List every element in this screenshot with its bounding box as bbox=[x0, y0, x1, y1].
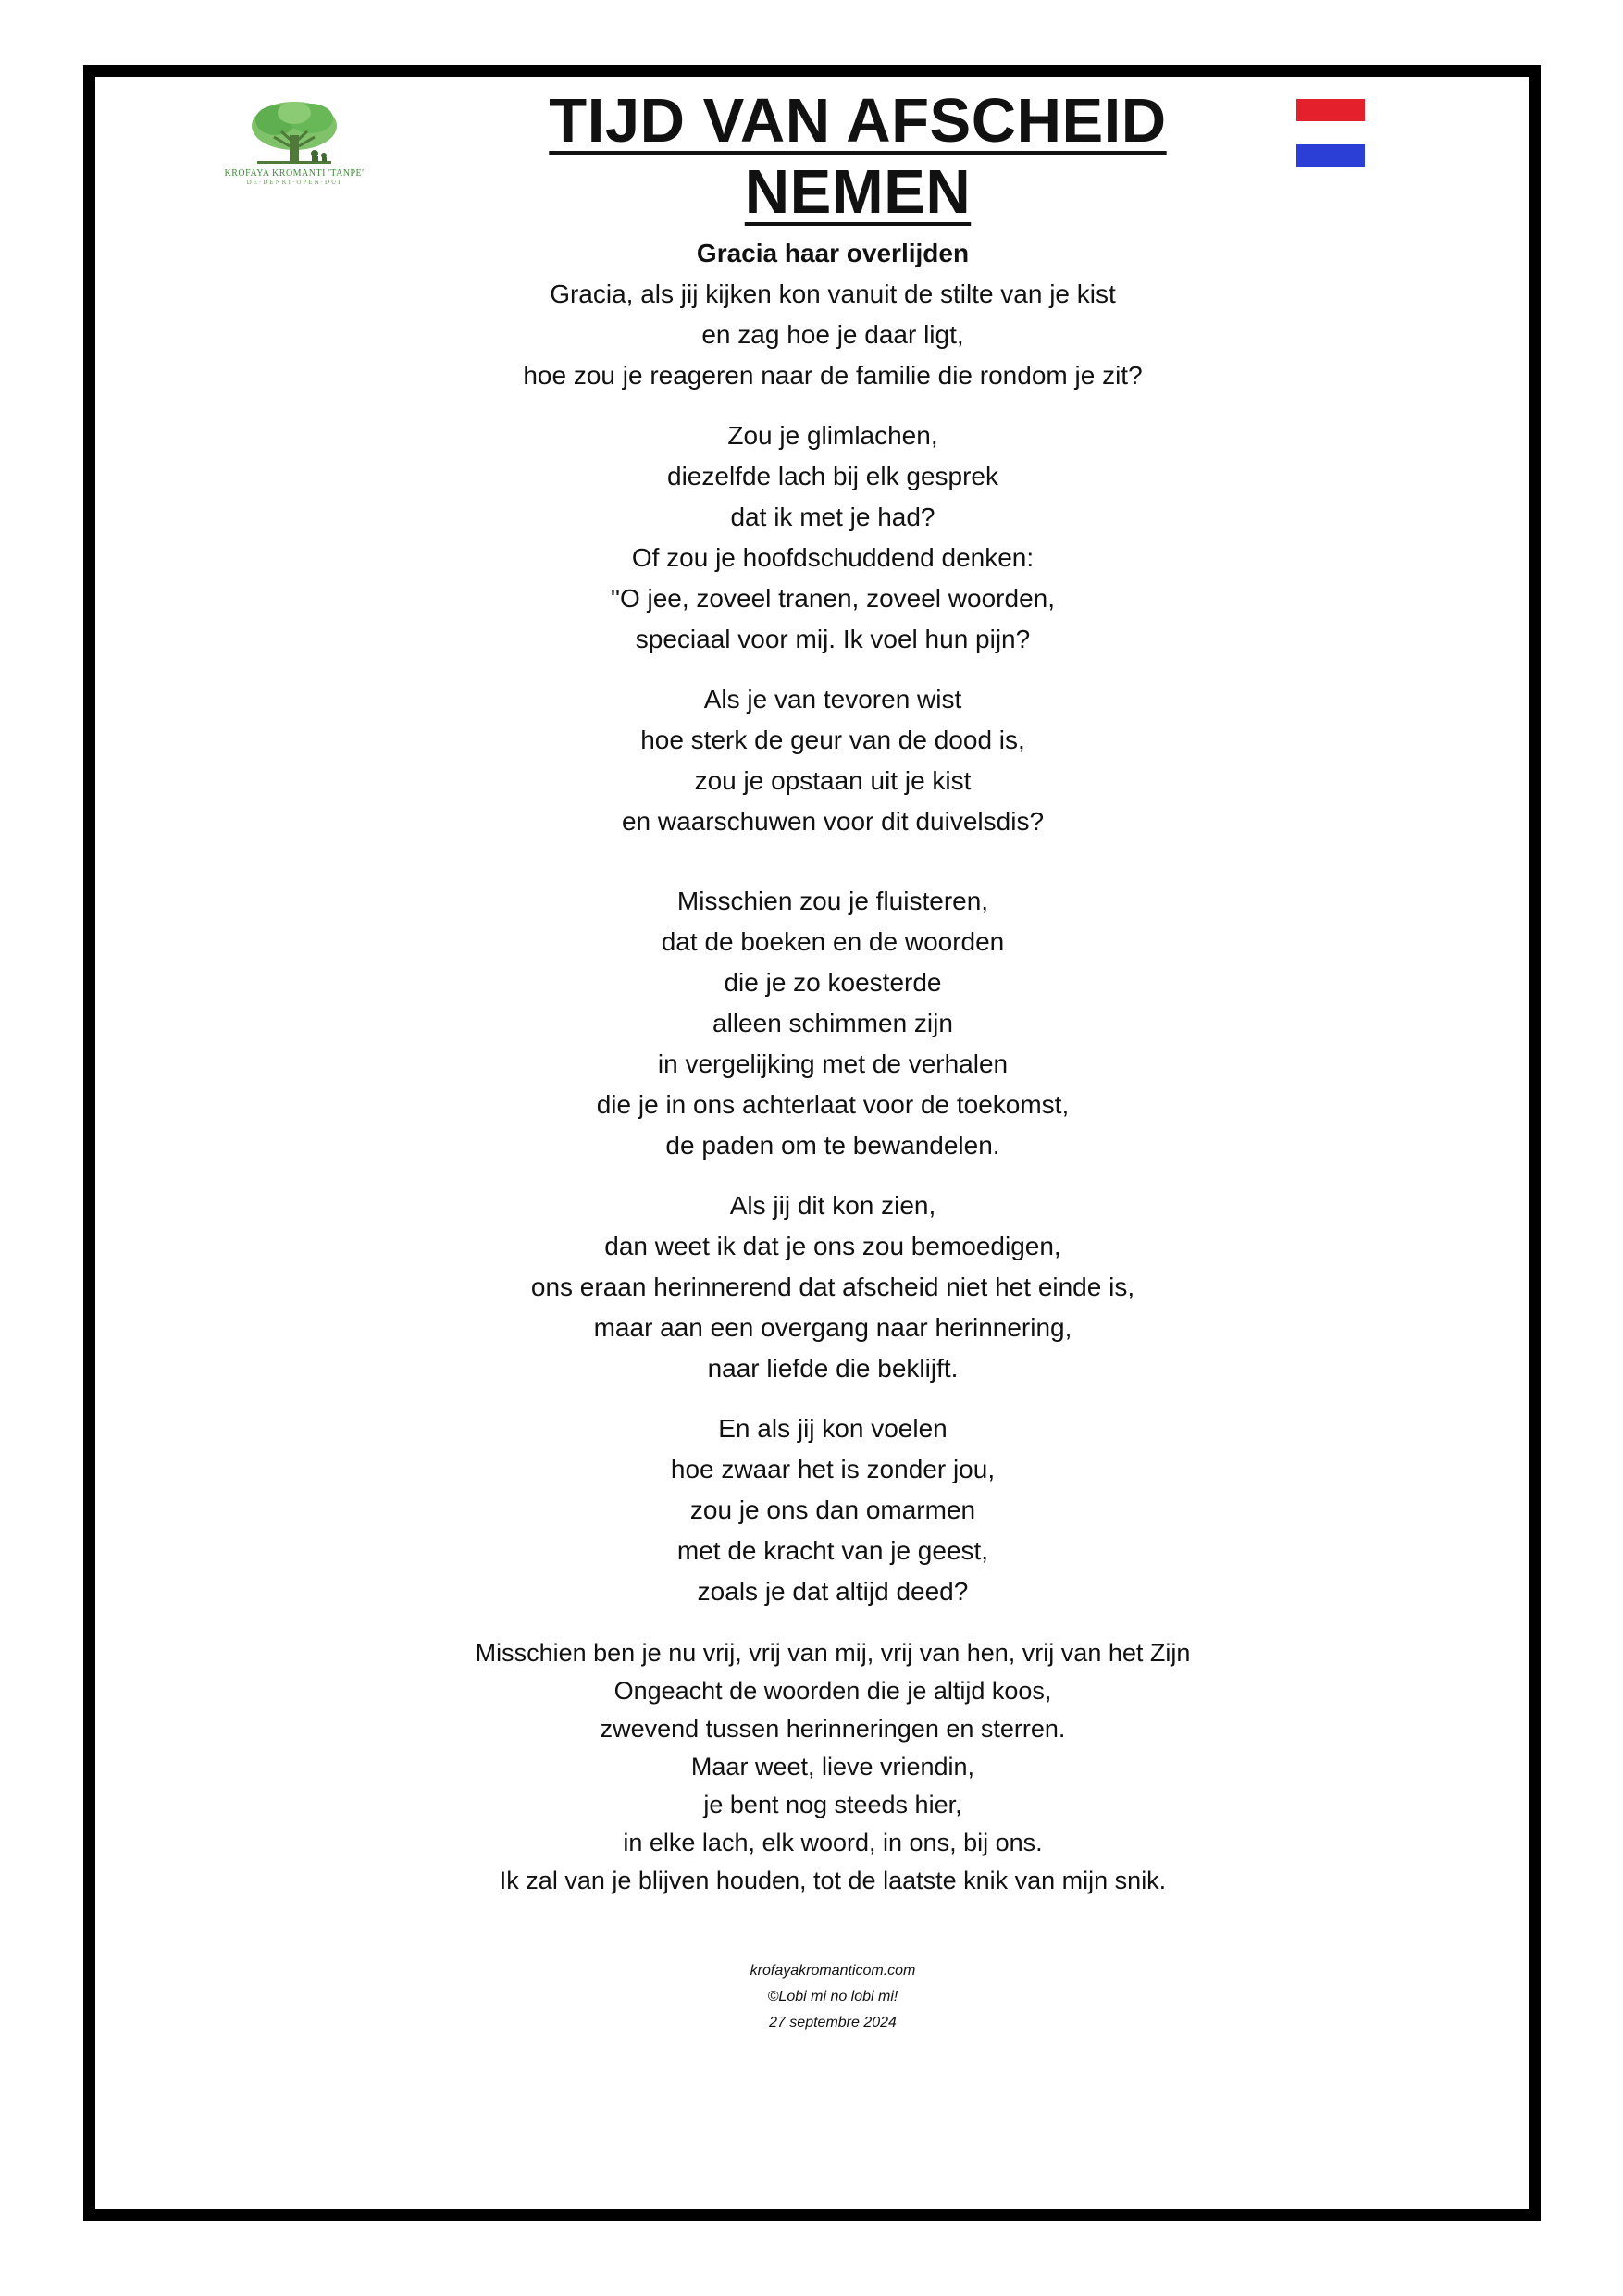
poem-line: maar aan een overgang naar herinnering, bbox=[593, 1313, 1072, 1342]
poem-line: zou je ons dan omarmen bbox=[689, 1496, 976, 1524]
poem-line: die je zo koesterde bbox=[724, 968, 942, 997]
poem-line: die je in ons achterlaat voor de toekomst, bbox=[596, 1090, 1070, 1119]
poem-line: Als jij dit kon zien, bbox=[729, 1191, 936, 1220]
poem-line: Misschien zou je fluisteren, bbox=[676, 887, 989, 915]
stanza bbox=[315, 1185, 1351, 1389]
poem-title: Gracia haar overlijden bbox=[696, 239, 970, 267]
poem-line: diezelfde lach bij elk gesprek bbox=[667, 462, 998, 490]
flag-stripe-white bbox=[1296, 121, 1365, 143]
logo-tagline: DE·DENKI·OPEN·DUI bbox=[246, 179, 342, 186]
stanza bbox=[315, 679, 1351, 842]
footer-date: 27 septembre 2024 bbox=[769, 2015, 897, 2030]
footer bbox=[315, 1958, 1351, 2036]
poem-line: zoals je dat altijd deed? bbox=[697, 1577, 969, 1606]
poem-line: Als je van tevoren wist bbox=[703, 685, 962, 714]
poem-line: hoe zou je reageren naar de familie die rondom je zit? bbox=[523, 361, 1143, 390]
poem-line: de paden om te bewandelen. bbox=[665, 1131, 1000, 1160]
poem-line: hoe sterk de geur van de dood is, bbox=[640, 726, 1025, 754]
poem-line: speciaal voor mij. Ik voel hun pijn? bbox=[635, 625, 1031, 653]
poem-line: Maar weet, lieve vriendin, bbox=[690, 1753, 975, 1781]
stanza bbox=[315, 1409, 1351, 1612]
poem-line: dat ik met je had? bbox=[730, 503, 935, 531]
poem-line: alleen schimmen zijn bbox=[712, 1009, 953, 1037]
dutch-flag-icon bbox=[1296, 99, 1365, 167]
poem-line: zou je opstaan uit je kist bbox=[694, 766, 972, 795]
poem-line: en waarschuwen voor dit duivelsdis? bbox=[621, 807, 1045, 836]
poem-line: "O jee, zoveel tranen, zoveel woorden, bbox=[611, 584, 1055, 613]
poem-line: Ik zal van je blijven houden, tot de laatste knik van mijn snik. bbox=[499, 1867, 1167, 1894]
tree-logo-icon bbox=[239, 100, 350, 167]
poem-line: naar liefde die beklijft. bbox=[707, 1354, 959, 1383]
poem-line: je bent nog steeds hier, bbox=[703, 1791, 962, 1818]
poem-line: Misschien ben je nu vrij, vrij van mij, vrij van hen, vrij van het Zijn bbox=[475, 1639, 1191, 1667]
footer-website: krofayakromanticom.com bbox=[750, 1963, 916, 1979]
page-title-text: TIJD VAN AFSCHEID NEMEN bbox=[549, 86, 1167, 227]
poem-line: zwevend tussen herinneringen en sterren. bbox=[600, 1715, 1066, 1743]
stanza bbox=[315, 881, 1351, 1166]
poem-line: in elke lach, elk woord, in ons, bij ons. bbox=[623, 1829, 1043, 1856]
logo bbox=[211, 100, 378, 192]
poem-line: Ongeacht de woorden die je altijd koos, bbox=[613, 1677, 1052, 1705]
poem-line: dat de boeken en de woorden bbox=[661, 927, 1005, 956]
poem-line: met de kracht van je geest, bbox=[676, 1536, 989, 1565]
flag-stripe-red bbox=[1296, 99, 1365, 121]
poem-line: Gracia, als jij kijken kon vanuit de stilte van je kist bbox=[550, 279, 1116, 308]
stanza bbox=[315, 274, 1351, 396]
poem-line: Zou je glimlachen, bbox=[727, 421, 938, 450]
poem-line: En als jij kon voelen bbox=[718, 1414, 948, 1443]
poem bbox=[315, 233, 1351, 1919]
poem-line: en zag hoe je daar ligt, bbox=[701, 320, 964, 349]
poem-line: dan weet ik dat je ons zou bemoedigen, bbox=[604, 1232, 1061, 1260]
logo-name: KROFAYA KROMANTI 'TANPE' bbox=[224, 168, 365, 179]
page-title bbox=[441, 85, 1274, 228]
poem-line: in vergelijking met de verhalen bbox=[657, 1049, 1009, 1078]
footer-copyright: ©Lobi mi no lobi mi! bbox=[767, 1989, 898, 2004]
stanza bbox=[315, 1634, 1351, 1900]
poem-line: ons eraan herinnerend dat afscheid niet het einde is, bbox=[530, 1272, 1135, 1301]
poem-line: Of zou je hoofdschuddend denken: bbox=[631, 543, 1035, 572]
flag-stripe-blue bbox=[1296, 144, 1365, 167]
stanza bbox=[315, 416, 1351, 660]
poem-line: hoe zwaar het is zonder jou, bbox=[670, 1455, 996, 1483]
